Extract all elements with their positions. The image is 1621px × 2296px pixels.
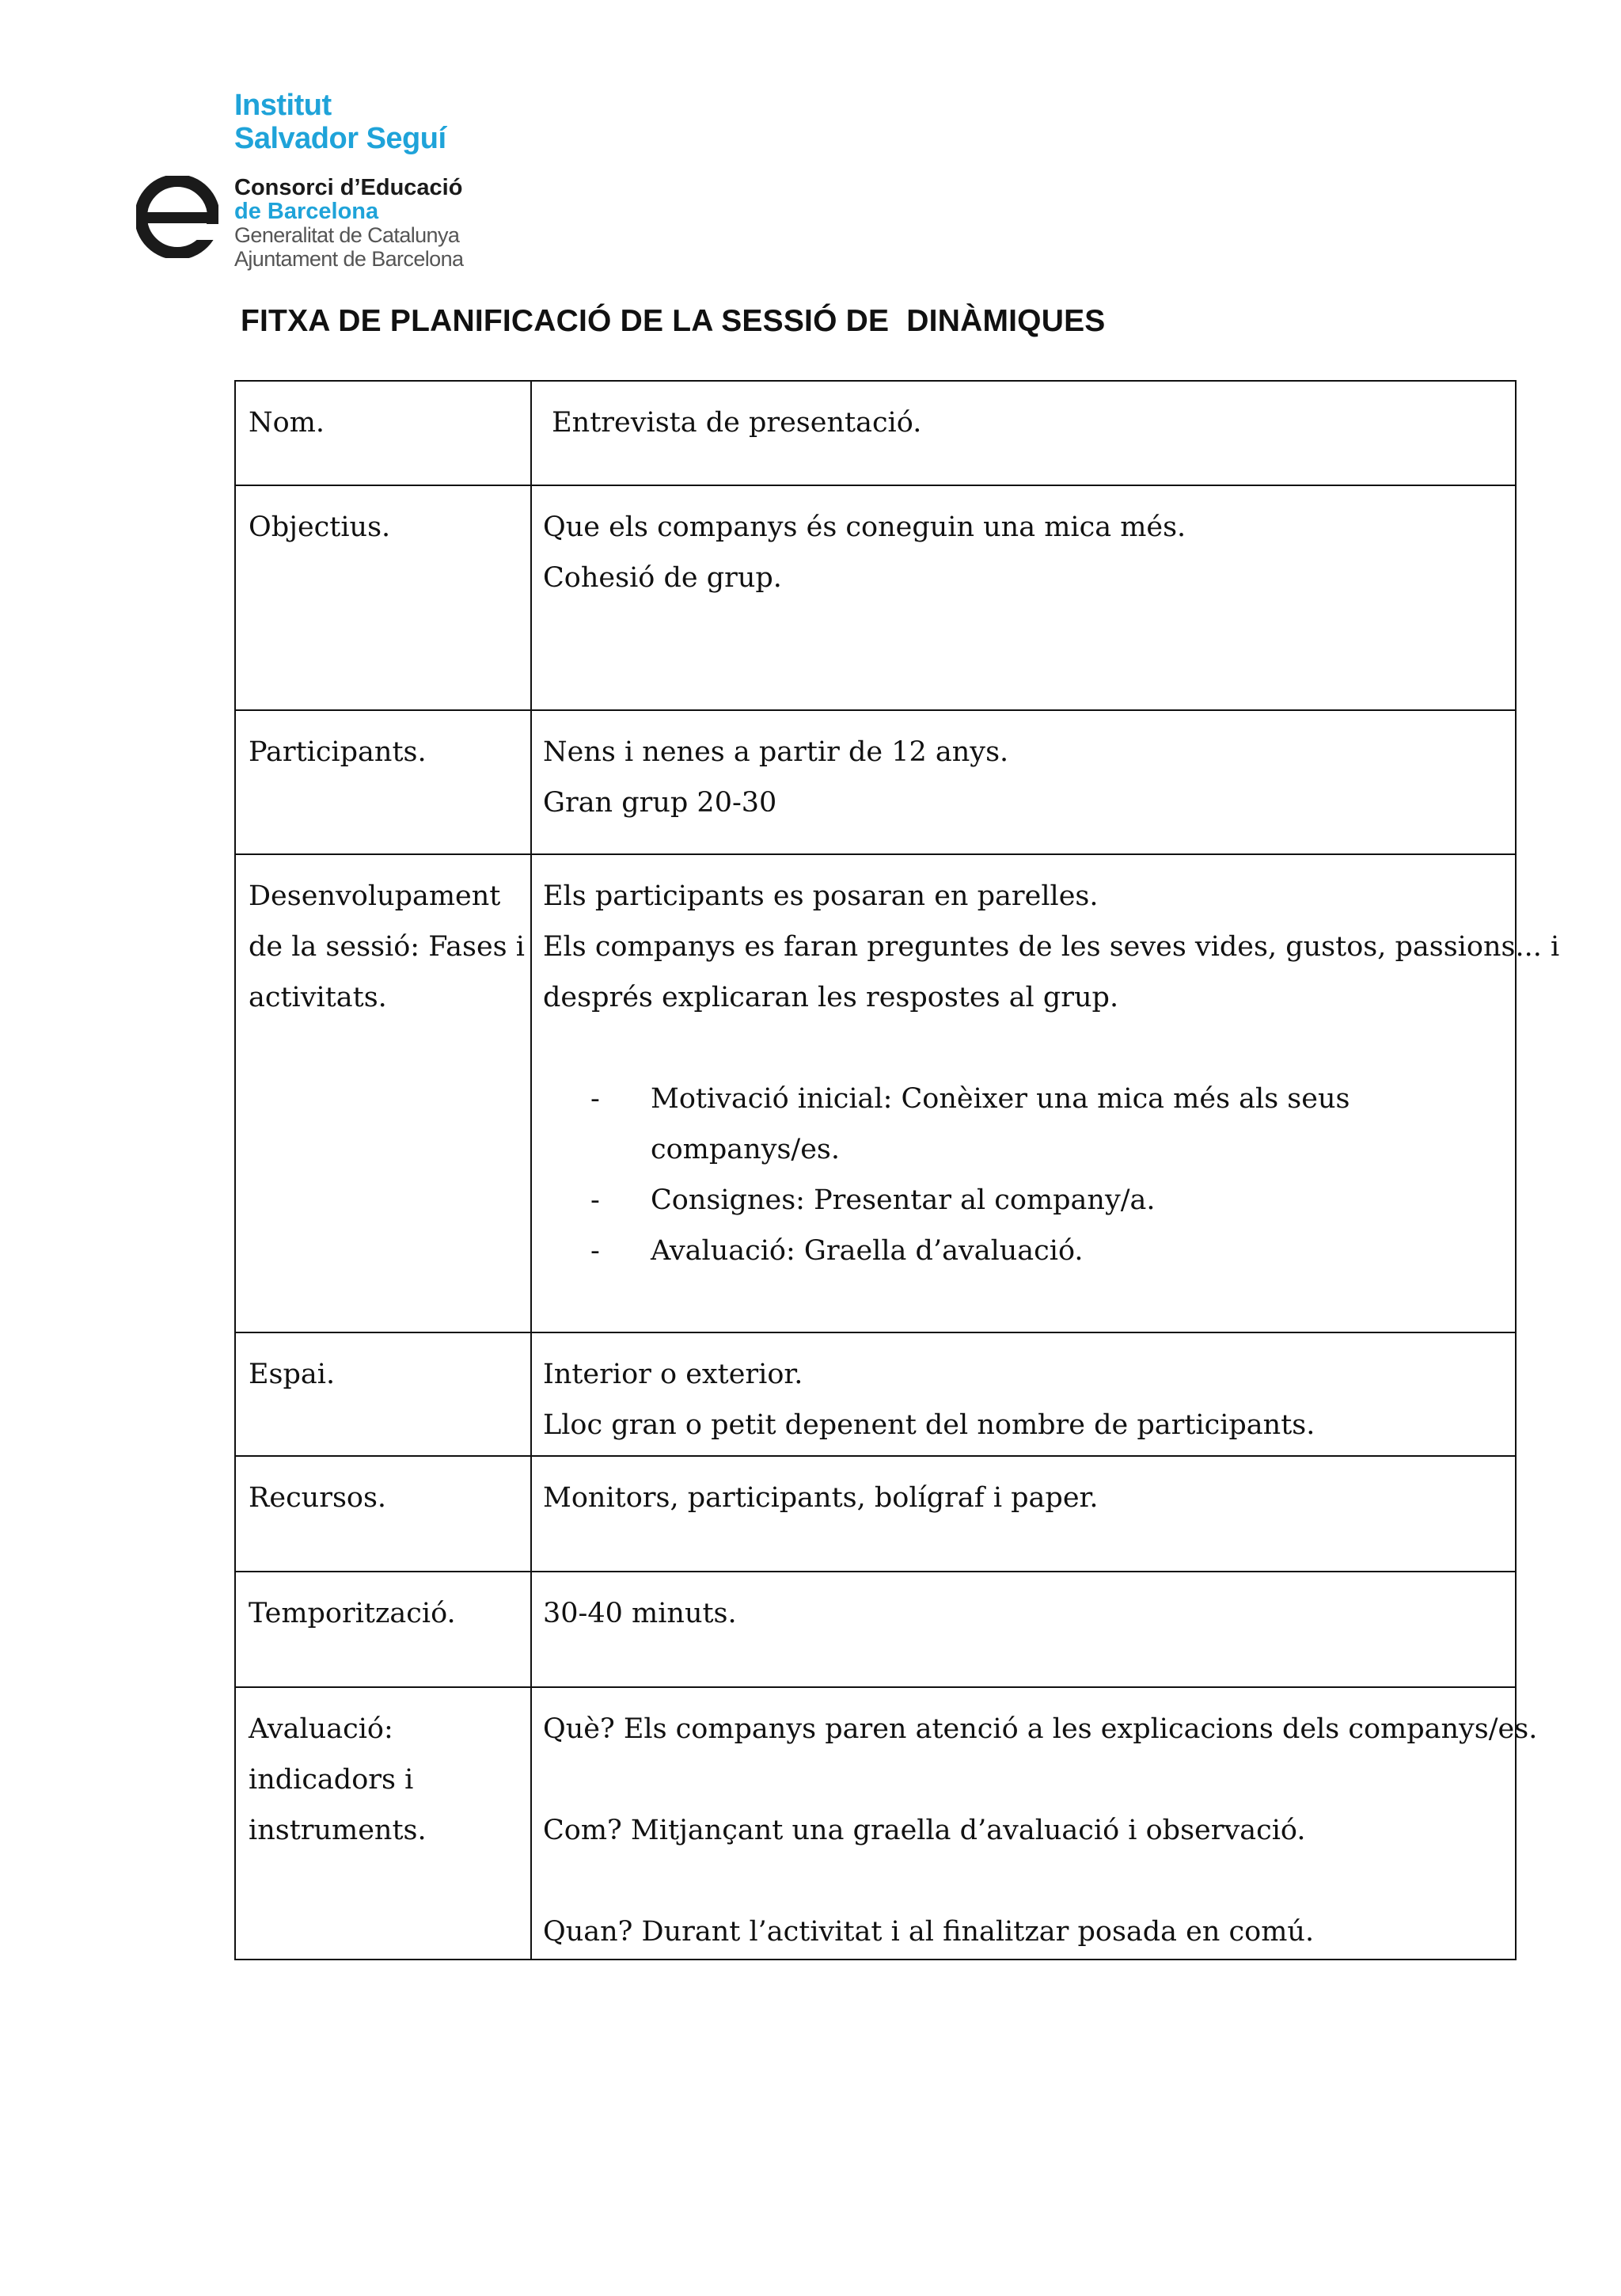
row-content-espai: Interior o exterior. Lloc gran o petit depenent del nombre de participants. bbox=[531, 1332, 1516, 1456]
row-content-avaluacio: Què? Els companys paren atenció a les explicacions dels companys/es. Com? Mitjançant una graella d’avaluació i observació. Quan? Durant l’activitat i al finalitzar posada en comú. bbox=[531, 1687, 1516, 1960]
row-label-avaluacio: Avaluació: indicadors i instruments. bbox=[235, 1687, 531, 1960]
planning-table bbox=[234, 380, 1560, 1960]
institut-logo-text bbox=[234, 89, 446, 155]
list-item: - Motivació inicial: Conèixer una mica més als seus companys/es. bbox=[543, 1074, 1504, 1175]
row-content-objectius: Que els companys és coneguin una mica més. Cohesió de grup. bbox=[531, 485, 1516, 710]
row-label-desenvolupament: Desenvolupament de la sessió: Fases i activitats. bbox=[235, 854, 531, 1332]
row-content-temporitzacio: 30-40 minuts. bbox=[531, 1572, 1516, 1687]
table-row-temporitzacio bbox=[235, 1572, 1516, 1687]
table-row-recursos bbox=[235, 1456, 1516, 1572]
table-row-objectius bbox=[235, 485, 1516, 710]
consorci-line-1: Consorci d’Educació bbox=[234, 175, 463, 200]
consorci-line-3: Generalitat de Catalunya bbox=[234, 223, 460, 247]
table-row-espai bbox=[235, 1332, 1516, 1456]
list-item: - Consignes: Presentar al company/a. bbox=[543, 1175, 1504, 1226]
row-content-nom: Entrevista de presentació. bbox=[531, 381, 1516, 485]
list-item: - Avaluació: Graella d’avaluació. bbox=[543, 1226, 1504, 1276]
consorci-e-logo-icon bbox=[136, 176, 218, 258]
row-label-recursos: Recursos. bbox=[235, 1456, 531, 1572]
row-label-temporitzacio: Temporització. bbox=[235, 1572, 531, 1687]
consorci-line-2: de Barcelona bbox=[234, 199, 379, 224]
bullet-dash: - bbox=[590, 1235, 600, 1267]
table-row-desenvolupament bbox=[235, 854, 1516, 1332]
phases-list bbox=[543, 1074, 1504, 1276]
table-row-participants bbox=[235, 710, 1516, 854]
institut-line-2: Salvador Seguí bbox=[234, 122, 446, 155]
row-content-participants: Nens i nenes a partir de 12 anys. Gran grup 20-30 bbox=[531, 710, 1516, 854]
bullet-dash: - bbox=[590, 1083, 600, 1115]
consorci-logo-text bbox=[234, 176, 463, 271]
row-label-objectius: Objectius. bbox=[235, 485, 531, 710]
institut-line-1: Institut bbox=[234, 89, 332, 122]
table-row-nom bbox=[235, 381, 1516, 485]
row-content-desenvolupament: Els participants es posaran en parelles. Els companys es faran preguntes de les seves vides, gustos, passions... i després explicaran les respostes al grup. - Motivació inicial: Conèixer una mica més als seus companys/es. - Consignes: Presentar al company/a. - Avaluació: Graella d’avaluació. bbox=[531, 854, 1516, 1332]
row-label-participants: Participants. bbox=[235, 710, 531, 854]
row-label-nom: Nom. bbox=[235, 381, 531, 485]
consorci-line-4: Ajuntament de Barcelona bbox=[234, 247, 464, 271]
table-row-avaluacio bbox=[235, 1687, 1516, 1960]
row-content-recursos: Monitors, participants, bolígraf i paper. bbox=[531, 1456, 1516, 1572]
bullet-dash: - bbox=[590, 1184, 600, 1216]
document-title: FITXA DE PLANIFICACIÓ DE LA SESSIÓ DE DINÀMIQUES bbox=[241, 304, 1106, 338]
row-label-espai: Espai. bbox=[235, 1332, 531, 1456]
